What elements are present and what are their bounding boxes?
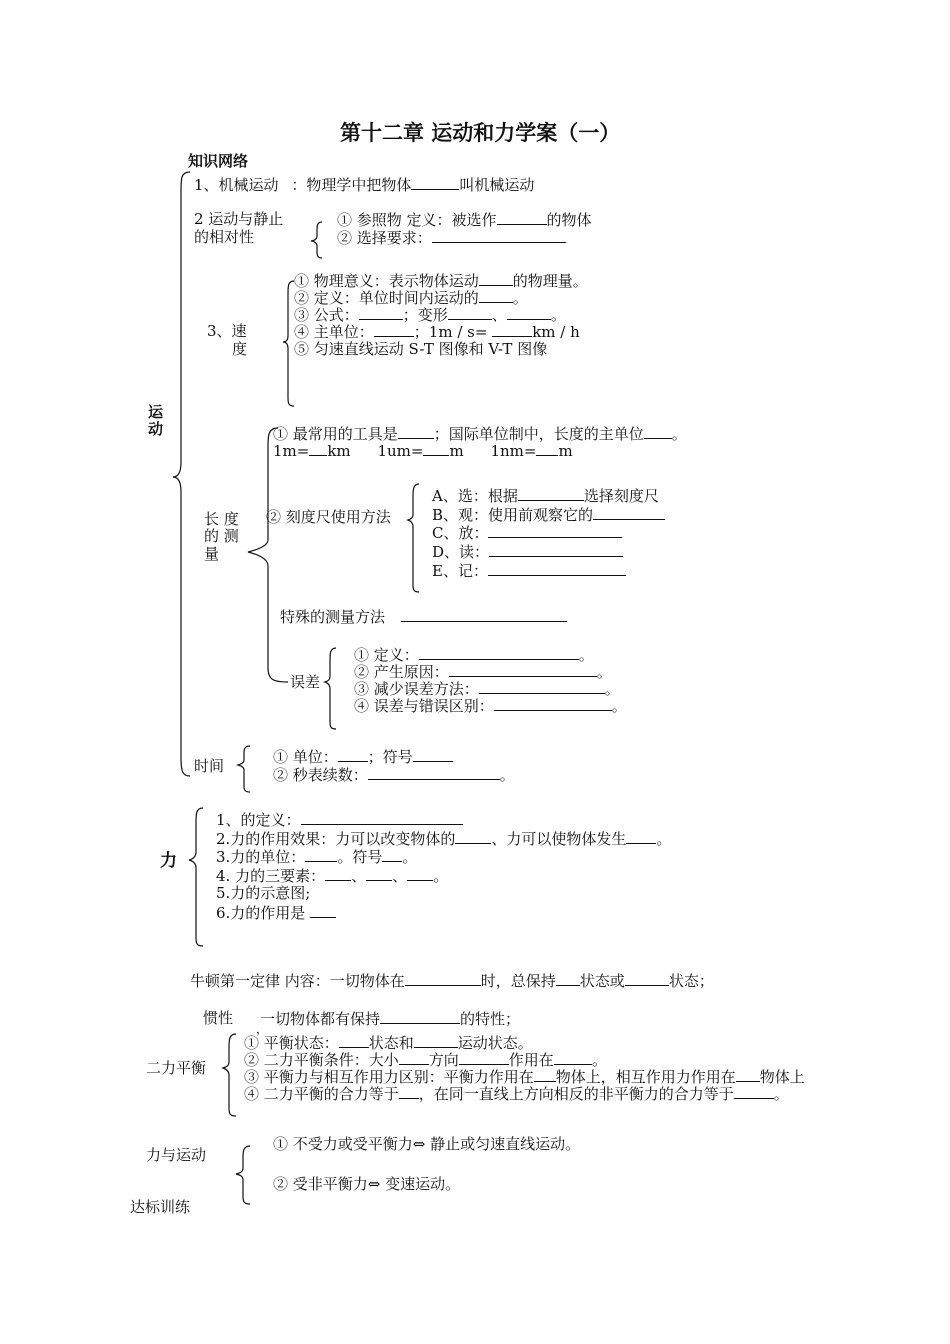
blank [492, 322, 532, 337]
speed-line-4-text: ④ 主单位： [294, 323, 374, 341]
balance-4-text: ④ 二力平衡的合力等于 [244, 1085, 399, 1103]
force-2 [216, 829, 671, 848]
time-brace [238, 746, 250, 792]
force-4-sep: 、 [392, 867, 408, 885]
length-label-2: 的 测 [204, 527, 239, 545]
balance-2-text: ② 二力平衡条件：大小 [244, 1051, 399, 1069]
blank [325, 866, 351, 881]
error-3-end: 。 [604, 680, 620, 698]
speed-line-5: ⑤ 匀速直线运动 S-T 图像和 V-T 图像 [294, 340, 548, 358]
speed-line-4-b: ；1m / s= [413, 323, 488, 341]
rel-item-2 [337, 228, 566, 247]
length-tool-text: ① 最常用的工具是 [273, 425, 398, 443]
ruler-e-text: E、记： [432, 562, 488, 580]
newton-law [190, 971, 714, 990]
section-heading: 知识网络 [188, 152, 249, 170]
blank [554, 1050, 592, 1065]
balance-2-c: 作用在 [508, 1051, 554, 1069]
force-3-c: 。 [402, 848, 418, 866]
force-motion-label: 力与运动 [146, 1146, 207, 1164]
force-4-sep: 、 [351, 867, 367, 885]
blank [399, 1084, 419, 1099]
force-4-text: 4. 力的三要素： [216, 867, 326, 885]
inertia-text [260, 1009, 520, 1028]
force-5: 5.力的示意图; [216, 884, 311, 902]
force-motion-brace [236, 1146, 250, 1204]
speed-line-3-text: ③ 公式： [294, 306, 359, 324]
ruler-e [432, 561, 626, 580]
blank [479, 288, 513, 303]
mech-desc: ：物理学中把物体 [291, 176, 412, 194]
balance-3-c: 物体上 [759, 1068, 805, 1086]
time-2-end: 。 [499, 766, 515, 784]
blank [536, 441, 558, 456]
speed-line-3-c: 、 [491, 306, 507, 324]
length-tool-c: 。 [671, 425, 687, 443]
time-2 [273, 765, 515, 784]
error-1-end: 。 [578, 646, 594, 664]
blank [488, 523, 622, 538]
blank [413, 747, 453, 762]
blank [359, 305, 403, 320]
blank [734, 1084, 774, 1099]
blank [534, 1067, 556, 1082]
length-label-3: 量 [204, 545, 220, 563]
balance-3-text: ③ 平衡力与相互作用力区别：平衡力作用在 [244, 1068, 534, 1086]
error-4-text: ④ 误差与错误区别： [354, 697, 494, 715]
speed-line-3-b: ；变形 [402, 306, 448, 324]
balance-3-b: 物体上，相互作用力作用在 [555, 1068, 736, 1086]
mech-after: 叫机械运动 [459, 176, 535, 194]
mech-row [194, 175, 534, 194]
ruler-d [432, 542, 623, 561]
blank [432, 228, 566, 243]
force-side-label: 力 [160, 851, 177, 871]
force-2-c: 。 [656, 830, 672, 848]
length-conversion [273, 441, 573, 460]
blank [423, 441, 449, 456]
inertia-label: 惯性 [203, 1009, 234, 1027]
blank [489, 542, 623, 557]
ruler-a [432, 486, 659, 505]
blank [411, 175, 459, 190]
blank [556, 971, 580, 986]
blank [399, 1050, 429, 1065]
force-motion-1: ① 不受力或受平衡力⇔ 静止或匀速直线运动。 [273, 1135, 581, 1153]
blank [488, 561, 626, 576]
length-label-1: 长 度 [204, 510, 239, 528]
conv-5: 1nm= [490, 442, 537, 460]
blank [593, 505, 665, 520]
blank [479, 679, 605, 694]
inertia-mark: ， [256, 1022, 269, 1036]
force-3-text: 3.力的单位： [216, 848, 306, 866]
blank [339, 1033, 369, 1048]
blank [518, 486, 584, 501]
rel-item-1 [337, 210, 592, 229]
time-2-text: ② 秒表续数： [273, 766, 368, 784]
ruler-a-end: 选择刻度尺 [583, 487, 659, 505]
force-4-end: 。 [433, 867, 449, 885]
blank [626, 829, 656, 844]
blank [625, 971, 669, 986]
newton-c: 状态或 [579, 972, 625, 990]
blank [448, 305, 492, 320]
conv-6: m [558, 442, 573, 460]
rel-item-1-text: ① 参照物 定义：被选作 [337, 211, 497, 229]
special-method-text: 特殊的测量方法 [280, 608, 386, 626]
motion-side-text: 运动 [146, 404, 164, 438]
force-6-text: 6.力的作用是 [216, 904, 306, 922]
blank [301, 810, 463, 825]
blank [449, 662, 597, 677]
length-tool-b: ；国际单位制中，长度的主单位 [433, 425, 644, 443]
ruler-a-text: A、选：根据 [432, 487, 518, 505]
speed-line-1-end: 的物理量。 [512, 272, 588, 290]
special-method [280, 607, 567, 626]
mech-label: 1、机械运动 [194, 176, 279, 194]
ruler-label: ② 刻度尺使用方法 [266, 508, 391, 526]
error-label: 误差 [290, 673, 321, 691]
error-4 [354, 696, 627, 715]
blank [479, 271, 513, 286]
blank [644, 424, 672, 439]
inertia-b: 的特性； [460, 1010, 521, 1028]
conv-1: 1m= [273, 442, 310, 460]
blank [507, 305, 551, 320]
blank [309, 441, 327, 456]
conv-4: m [449, 442, 464, 460]
balance-brace [223, 1034, 236, 1116]
speed-label-2: 度 [232, 340, 248, 358]
rel-item-2-text: ② 选择要求： [337, 229, 432, 247]
blank [497, 210, 547, 225]
length-brace [248, 428, 288, 682]
force-brace [189, 808, 203, 946]
page-title: 第十二章 运动和力学案（一） [340, 121, 621, 145]
newton-d: 状态； [668, 972, 714, 990]
force-2-b: 、力可以使物体发生 [491, 830, 627, 848]
blank [419, 645, 579, 660]
motion-brace [173, 172, 190, 776]
force-4 [216, 866, 448, 885]
balance-4-c: 。 [773, 1085, 789, 1103]
blank [455, 829, 491, 844]
ruler-d-text: D、读： [432, 543, 490, 561]
conv-3: 1um= [377, 442, 424, 460]
balance-2-d: 。 [591, 1051, 607, 1069]
rel-label-1: 2 运动与静止 [194, 210, 284, 228]
conv-2: km [327, 442, 351, 460]
blank [366, 866, 392, 881]
force-3 [216, 847, 417, 866]
rel-label-2: 的相对性 [194, 228, 255, 246]
blank [736, 1067, 760, 1082]
balance-4 [244, 1084, 789, 1103]
motion-side-label-1 [146, 404, 164, 442]
blank [407, 866, 433, 881]
force-motion-2: ② 受非平衡力⇔ 变速运动。 [273, 1175, 461, 1193]
time-1-text: ① 单位： [273, 748, 338, 766]
speed-line-2-text: ② 定义：单位时间内运动的 [294, 289, 479, 307]
speed-line-3-d: 。 [550, 306, 566, 324]
rel-item-1-end: 的物体 [546, 211, 592, 229]
ruler-c-text: C、放： [432, 524, 489, 542]
error-2-end: 。 [596, 663, 612, 681]
force-2-text: 2.力的作用效果：力可以改变物体的 [216, 830, 456, 848]
speed-brace [283, 281, 294, 406]
error-brace [325, 648, 336, 729]
drill-heading: 达标训练 [130, 1198, 191, 1216]
speed-line-4-c: km / h [532, 323, 580, 341]
balance-label: 二力平衡 [146, 1059, 207, 1077]
blank [368, 765, 500, 780]
balance-4-b: ，在同一直线上方向相反的非平衡力的合力等于 [418, 1085, 734, 1103]
error-1-text: ① 定义： [354, 646, 419, 664]
blank [398, 424, 434, 439]
newton-a: 牛顿第一定律 内容：一切物体在 [190, 972, 405, 990]
blank [414, 1033, 458, 1048]
blank [338, 747, 368, 762]
ruler-brace [408, 484, 419, 592]
ruler-b [432, 505, 665, 524]
blank [310, 903, 336, 918]
speed-line-4 [294, 322, 580, 341]
blank [305, 847, 337, 862]
time-1-b: ；符号 [367, 748, 413, 766]
force-3-b: 。符号 [337, 848, 383, 866]
balance-1-b: 状态和 [368, 1034, 414, 1052]
force-1 [216, 810, 463, 829]
inertia-a: 一切物体都有保持 [260, 1010, 381, 1028]
force-6 [216, 903, 336, 922]
blank [382, 847, 402, 862]
relative-brace [311, 222, 322, 258]
speed-line-2-end: 。 [512, 289, 528, 307]
force-1-text: 1、的定义： [216, 811, 301, 829]
newton-b: 时，总保持 [480, 972, 556, 990]
speed-line-1-text: ① 物理意义：表示物体运动 [294, 272, 479, 290]
error-2-text: ② 产生原因： [354, 663, 449, 681]
blank [494, 696, 612, 711]
error-4-end: 。 [611, 697, 627, 715]
balance-1-c: 运动状态。 [457, 1034, 533, 1052]
blank [405, 971, 481, 986]
balance-2-b: 方向 [428, 1051, 459, 1069]
blank [401, 607, 567, 622]
ruler-c [432, 523, 622, 542]
blank [374, 322, 414, 337]
time-1 [273, 747, 453, 766]
balance-1-text: ① 平衡状态： [244, 1034, 339, 1052]
blank [459, 1050, 509, 1065]
speed-label-1: 3、速 [207, 322, 247, 340]
time-label: 时间 [194, 757, 225, 775]
blank [380, 1009, 460, 1024]
ruler-b-text: B、观：使用前观察它的 [432, 506, 594, 524]
error-3-text: ③ 减少误差方法： [354, 680, 479, 698]
